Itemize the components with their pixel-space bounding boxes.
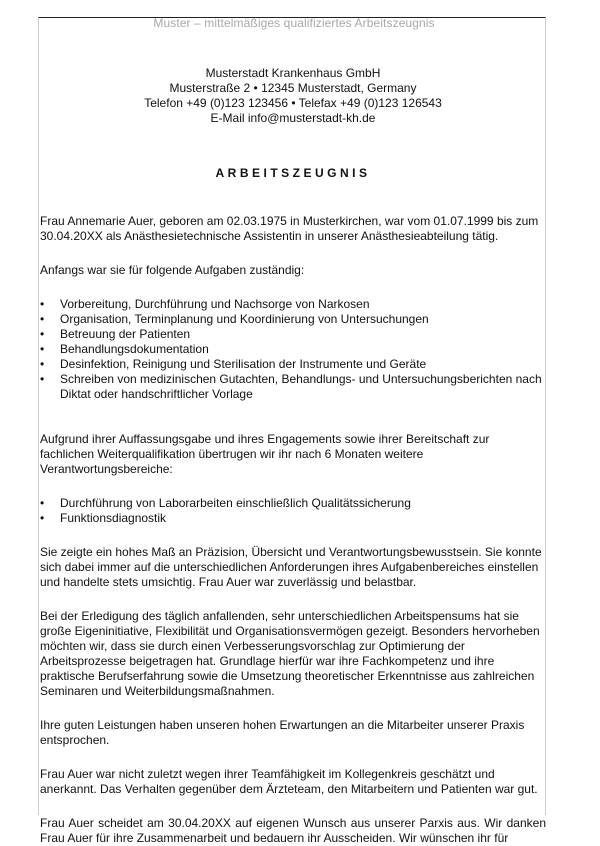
list-item: • Durchführung von Laborarbeiten einschließlich Qualitätssicherung — [40, 496, 411, 510]
team-paragraph: Frau Auer war nicht zuletzt wegen ihrer Teamfähigkeit im Kollegenkreis geschätzt und anerkannt. Das Verhalten gegenüber dem Ärzteteam, den Mitarbeitern und Patienten war gut. — [40, 767, 538, 796]
precision-paragraph: Sie zeigte ein hohes Maß an Präzision, Übersicht und Verantwortungsbewusstsein. Sie konnte sich dabei immer auf die unterschiedlichen Anforderungen ihres Aufgabenbereiches einstellen und handelte stets umsichtig. Frau Auer war zuverlässig und belastbar. — [40, 545, 542, 589]
bullet-icon: • — [40, 297, 45, 311]
list-item: • Vorbereitung, Durchführung und Nachsorge von Narkosen — [40, 297, 370, 311]
list-item: • Desinfektion, Reinigung und Sterilisation der Instrumente und Geräte — [40, 357, 427, 371]
document-title: ARBEITSZEUGNIS — [215, 166, 371, 180]
list-item: • Organisation, Terminplanung und Koordinierung von Untersuchungen — [40, 312, 429, 326]
document-page — [38, 17, 546, 845]
bullet-icon: • — [40, 327, 45, 341]
further-tasks-intro-paragraph: Aufgrund ihrer Auffassungsgabe und ihres Engagements sowie ihrer Bereitschaft zur fachlichen Weiterqualifikation übertrugen wir ihr nach 6 Monaten weitere Verantwortungsbereiche: — [40, 432, 490, 476]
performance-paragraph: Ihre guten Leistungen haben unseren hohen Erwartungen an die Mitarbeiter unserer Praxis entsprochen. — [40, 718, 525, 747]
list-item: • Behandlungsdokumentation — [40, 342, 209, 356]
list-item: • Funktionsdiagnostik — [40, 511, 167, 525]
tasks-intro-paragraph: Anfangs war sie für folgende Aufgaben zuständig: — [40, 263, 305, 277]
further-tasks-list — [40, 496, 546, 526]
bullet-icon: • — [40, 312, 45, 326]
document-body — [40, 214, 546, 846]
company-email: E-Mail info@musterstadt-kh.de — [210, 111, 376, 125]
workload-paragraph: Bei der Erledigung des täglich anfallenden, sehr unterschiedlichen Arbeitspensums hat sie große Eigeninitiative, Flexibilität und Organisationsvermögen gezeigt. Besonders hervorheben möchten wir, dass sie durch einen Verbesserungsvorschlag zur Optimierung der Arbeitsprozesse beigetragen hat. Grundlage hierfür war ihre Fachkompetenz und ihre praktische Berufserfahrung sowie die Umsetzung theoretischer Erkenntnisse aus zahlreichen Seminaren und Weiterbildungsmaßnahmen. — [40, 609, 540, 698]
company-phone-fax: Telefon +49 (0)123 123456 • Telefax +49 (0)123 126543 — [144, 96, 442, 110]
farewell-paragraph: Frau Auer scheidet am 30.04.20XX auf eigenen Wunsch aus unserer Parxis aus. Wir danken Frau Auer für ihre Zusammenarbeit und bedauern ihr Ausscheiden. Wir wünschen ihr für — [40, 816, 546, 845]
bullet-icon: • — [40, 342, 45, 356]
bullet-icon: • — [40, 511, 45, 525]
company-name: Musterstadt Krankenhaus GmbH — [205, 66, 381, 80]
letterhead — [39, 66, 547, 126]
list-item: • Schreiben von medizinischen Gutachten, Behandlungs- und Untersuchungsberichten nach Diktat oder handschriftlicher Vorlage — [40, 372, 542, 401]
bullet-icon: • — [40, 357, 45, 371]
list-item: • Betreuung der Patienten — [40, 327, 191, 341]
watermark-label: Muster – mittelmäßiges qualifiziertes Arbeitszeugnis — [153, 16, 435, 30]
tasks-list — [40, 297, 546, 402]
company-address: Musterstraße 2 • 12345 Musterstadt, Germany — [169, 81, 417, 95]
intro-paragraph: Frau Annemarie Auer, geboren am 02.03.1975 in Musterkirchen, war vom 01.07.1999 bis zum 30.04.20XX als Anästhesietechnische Assistentin in unserer Anästhesieabteilung tätig. — [40, 214, 539, 243]
bullet-icon: • — [40, 496, 45, 510]
bullet-icon: • — [40, 372, 45, 386]
